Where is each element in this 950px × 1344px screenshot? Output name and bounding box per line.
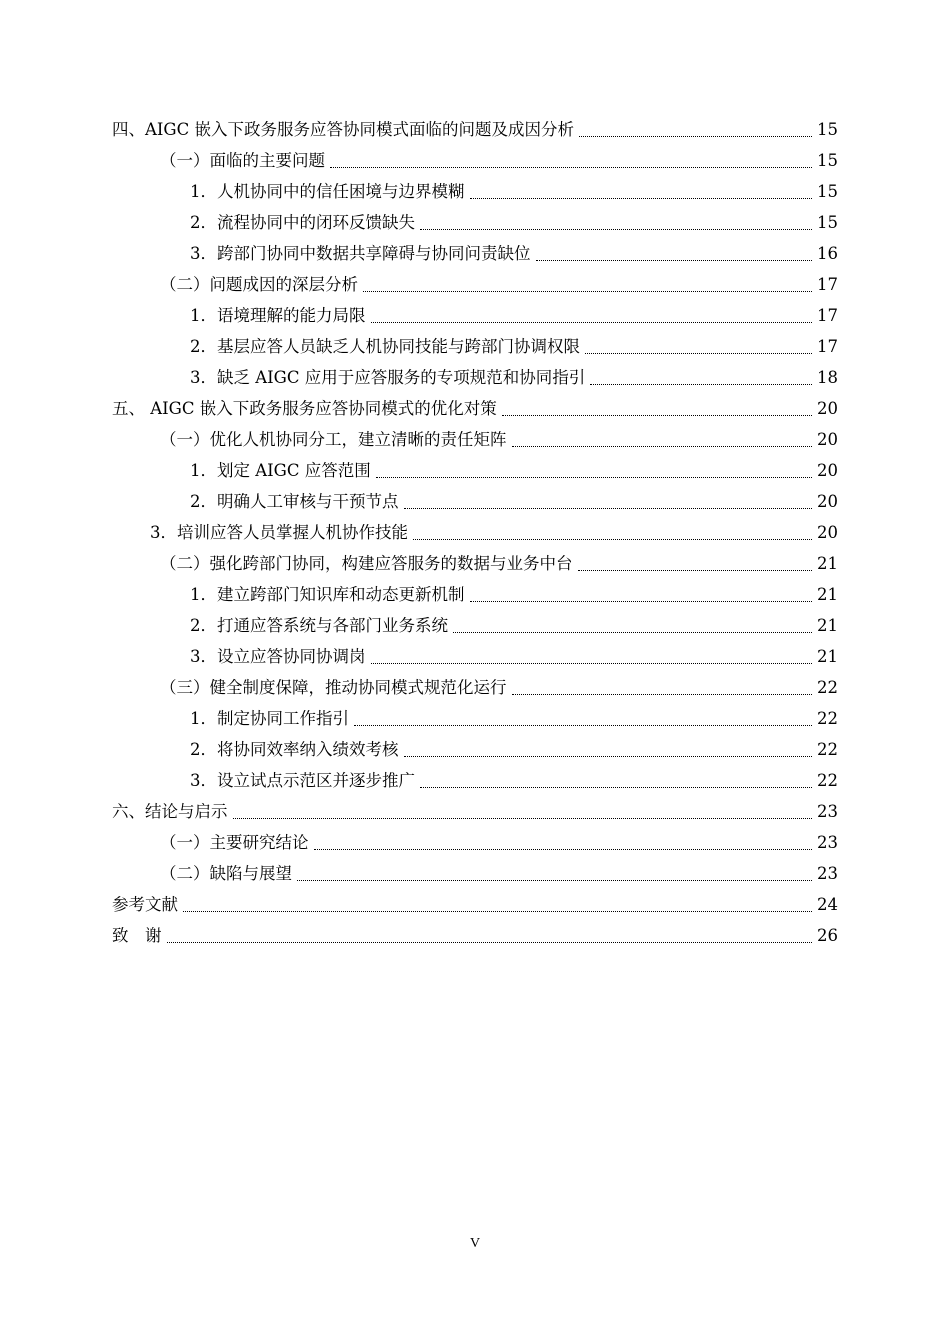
toc-entry[interactable] bbox=[112, 455, 838, 486]
toc-entry-title: 2．明确人工审核与干预节点 bbox=[190, 492, 399, 511]
toc-entry-page: 26 bbox=[817, 926, 838, 945]
dot-leader bbox=[453, 631, 812, 633]
toc-entry[interactable] bbox=[112, 765, 838, 796]
dot-leader bbox=[330, 166, 812, 168]
toc-entry-title: 1．制定协同工作指引 bbox=[190, 709, 349, 728]
toc-entry-page: 24 bbox=[817, 895, 838, 914]
dot-leader bbox=[590, 383, 812, 385]
toc-entry[interactable] bbox=[112, 610, 838, 641]
toc-entry-title: 3．跨部门协同中数据共享障碍与协同问责缺位 bbox=[190, 244, 531, 263]
toc-entry-title: （一）优化人机协同分工，建立清晰的责任矩阵 bbox=[160, 430, 507, 449]
dot-leader bbox=[579, 135, 812, 137]
dot-leader bbox=[354, 724, 812, 726]
dot-leader bbox=[512, 445, 813, 447]
dot-leader bbox=[167, 941, 813, 943]
toc-entry-title: 1．建立跨部门知识库和动态更新机制 bbox=[190, 585, 465, 604]
toc-entry-title: 参考文献 bbox=[112, 895, 178, 914]
toc-entry-page: 15 bbox=[817, 151, 838, 170]
toc-entry-title: 2．将协同效率纳入绩效考核 bbox=[190, 740, 399, 759]
toc-entry-page: 16 bbox=[817, 244, 838, 263]
toc-entry[interactable] bbox=[112, 796, 838, 827]
toc-entry-page: 22 bbox=[817, 678, 838, 697]
toc-entry-page: 20 bbox=[817, 523, 838, 542]
toc-entry-title: （三）健全制度保障，推动协同模式规范化运行 bbox=[160, 678, 507, 697]
dot-leader bbox=[297, 879, 812, 881]
toc-entry-page: 22 bbox=[817, 771, 838, 790]
toc-entry-page: 18 bbox=[817, 368, 838, 387]
dot-leader bbox=[363, 290, 812, 292]
toc-entry-page: 20 bbox=[817, 399, 838, 418]
toc-entry-title: 六、结论与启示 bbox=[112, 802, 228, 821]
toc-entry-title: 四、AIGC 嵌入下政务服务应答协同模式面临的问题及成因分析 bbox=[112, 120, 574, 139]
dot-leader bbox=[371, 321, 813, 323]
toc-entry[interactable] bbox=[112, 517, 838, 548]
toc-entry-title: （二）强化跨部门协同，构建应答服务的数据与业务中台 bbox=[160, 554, 573, 573]
toc-entry-page: 21 bbox=[817, 585, 838, 604]
toc-entry-title: （一）主要研究结论 bbox=[160, 833, 309, 852]
table-of-contents bbox=[112, 114, 838, 951]
toc-entry[interactable] bbox=[112, 858, 838, 889]
toc-entry-title: 1．语境理解的能力局限 bbox=[190, 306, 366, 325]
toc-entry[interactable] bbox=[112, 238, 838, 269]
dot-leader bbox=[512, 693, 813, 695]
dot-leader bbox=[420, 786, 812, 788]
toc-entry-title: 3．设立应答协同协调岗 bbox=[190, 647, 366, 666]
toc-entry[interactable] bbox=[112, 393, 838, 424]
toc-entry-title: 致 谢 bbox=[112, 926, 162, 945]
toc-entry-title: 2．流程协同中的闭环反馈缺失 bbox=[190, 213, 415, 232]
toc-entry-title: 2．基层应答人员缺乏人机协同技能与跨部门协调权限 bbox=[190, 337, 580, 356]
toc-entry-title: 1．人机协同中的信任困境与边界模糊 bbox=[190, 182, 465, 201]
toc-entry[interactable] bbox=[112, 672, 838, 703]
dot-leader bbox=[536, 259, 813, 261]
toc-entry-title: 1．划定 AIGC 应答范围 bbox=[190, 461, 371, 480]
dot-leader bbox=[470, 600, 813, 602]
dot-leader bbox=[413, 538, 812, 540]
dot-leader bbox=[233, 817, 813, 819]
toc-entry-page: 22 bbox=[817, 740, 838, 759]
toc-entry[interactable] bbox=[112, 176, 838, 207]
toc-entry[interactable] bbox=[112, 362, 838, 393]
toc-entry[interactable] bbox=[112, 331, 838, 362]
toc-entry[interactable] bbox=[112, 703, 838, 734]
dot-leader bbox=[404, 755, 813, 757]
toc-entry-title: （二）缺陷与展望 bbox=[160, 864, 292, 883]
toc-entry-page: 20 bbox=[817, 430, 838, 449]
toc-entry-page: 21 bbox=[817, 616, 838, 635]
toc-entry[interactable] bbox=[112, 114, 838, 145]
toc-entry[interactable] bbox=[112, 579, 838, 610]
dot-leader bbox=[585, 352, 812, 354]
toc-entry[interactable] bbox=[112, 207, 838, 238]
toc-entry-title: 五、 AIGC 嵌入下政务服务应答协同模式的优化对策 bbox=[112, 399, 497, 418]
dot-leader bbox=[470, 197, 813, 199]
dot-leader bbox=[371, 662, 813, 664]
dot-leader bbox=[183, 910, 812, 912]
toc-entry[interactable] bbox=[112, 300, 838, 331]
toc-entry-page: 23 bbox=[817, 833, 838, 852]
dot-leader bbox=[376, 476, 812, 478]
dot-leader bbox=[314, 848, 813, 850]
toc-entry-title: （二）问题成因的深层分析 bbox=[160, 275, 358, 294]
toc-entry[interactable] bbox=[112, 920, 838, 951]
dot-leader bbox=[578, 569, 813, 571]
toc-entry-page: 20 bbox=[817, 492, 838, 511]
dot-leader bbox=[502, 414, 812, 416]
toc-entry[interactable] bbox=[112, 486, 838, 517]
toc-entry-title: 3．缺乏 AIGC 应用于应答服务的专项规范和协同指引 bbox=[190, 368, 586, 387]
toc-entry-page: 21 bbox=[817, 647, 838, 666]
toc-entry-title: （一）面临的主要问题 bbox=[160, 151, 325, 170]
toc-entry[interactable] bbox=[112, 641, 838, 672]
toc-entry-page: 23 bbox=[817, 864, 838, 883]
toc-entry[interactable] bbox=[112, 827, 838, 858]
toc-entry[interactable] bbox=[112, 145, 838, 176]
toc-entry[interactable] bbox=[112, 424, 838, 455]
toc-entry[interactable] bbox=[112, 889, 838, 920]
dot-leader bbox=[404, 507, 813, 509]
toc-entry-title: 2．打通应答系统与各部门业务系统 bbox=[190, 616, 448, 635]
page-number: V bbox=[469, 1236, 481, 1251]
toc-entry[interactable] bbox=[112, 734, 838, 765]
toc-entry-page: 23 bbox=[817, 802, 838, 821]
toc-entry-page: 17 bbox=[817, 337, 838, 356]
toc-entry-title: 3．设立试点示范区并逐步推广 bbox=[190, 771, 415, 790]
toc-entry[interactable] bbox=[112, 269, 838, 300]
toc-entry-page: 21 bbox=[817, 554, 838, 573]
dot-leader bbox=[420, 228, 812, 230]
toc-entry-page: 15 bbox=[817, 182, 838, 201]
toc-entry-page: 20 bbox=[817, 461, 838, 480]
toc-entry-page: 15 bbox=[817, 213, 838, 232]
toc-entry-page: 17 bbox=[817, 275, 838, 294]
toc-entry-page: 17 bbox=[817, 306, 838, 325]
toc-entry[interactable] bbox=[112, 548, 838, 579]
toc-entry-page: 15 bbox=[817, 120, 838, 139]
toc-entry-page: 22 bbox=[817, 709, 838, 728]
toc-entry-title: 3．培训应答人员掌握人机协作技能 bbox=[150, 523, 408, 542]
